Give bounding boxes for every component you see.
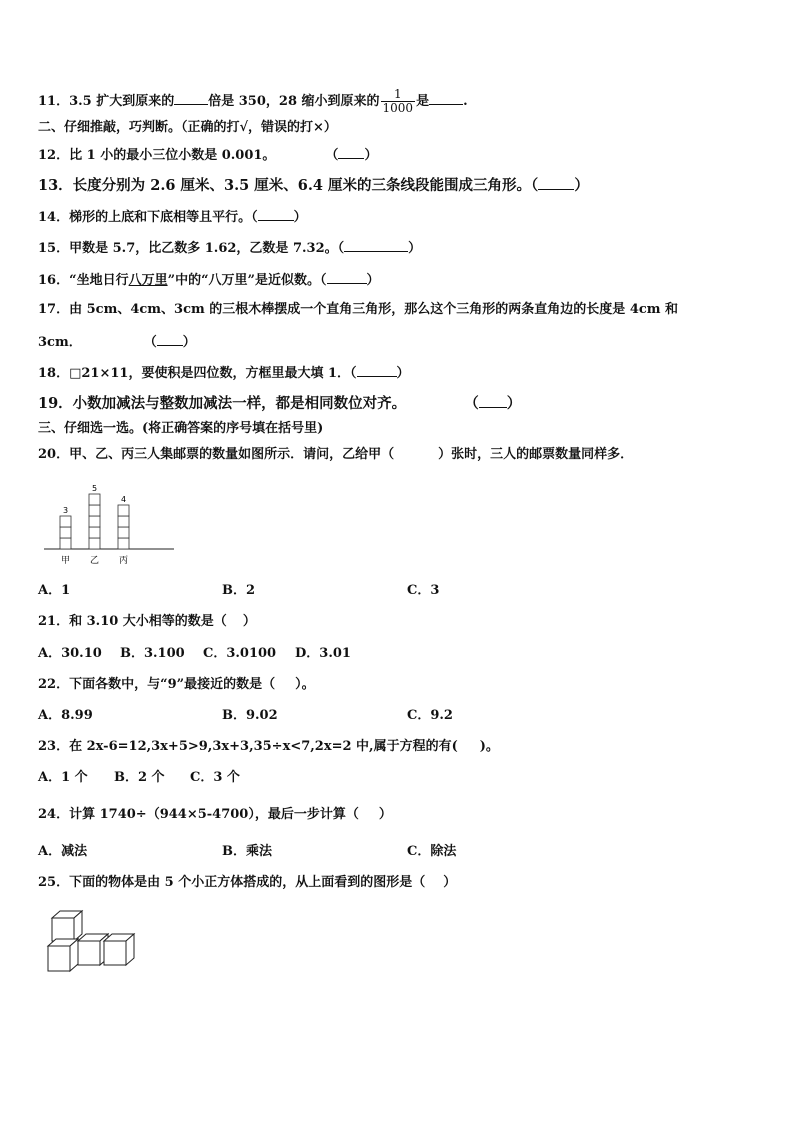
question-25: 25．下面的物体是由 5 个小正方体搭成的，从上面看到的图形是（ ）: [38, 875, 457, 890]
answer-blank[interactable]: [479, 394, 507, 408]
q21-option-b[interactable]: B．3.100: [120, 646, 185, 661]
q22-option-b[interactable]: B．9.02: [222, 708, 278, 723]
q21-option-c[interactable]: C．3.0100: [203, 646, 277, 661]
answer-blank[interactable]: [344, 238, 408, 252]
data-label: 5: [91, 484, 98, 493]
answer-blank[interactable]: [429, 91, 463, 105]
question-11: 11．3.5 扩大到原来的 倍是 350，28 缩小到原来的 $\frac{1}{1000}$ 是 .: [38, 87, 468, 115]
question-19: 19．小数加减法与整数加减法一样，都是相同数位对齐。 （ ）: [38, 395, 522, 412]
answer-blank[interactable]: [338, 145, 364, 159]
q22-option-a[interactable]: A．8.99: [38, 708, 93, 723]
answer-blank[interactable]: [538, 176, 574, 190]
answer-blank[interactable]: [357, 363, 397, 377]
section-2-heading: 二、仔细推敲，巧判断。（正确的打√，错误的打×）: [38, 120, 337, 135]
question-14: 14．梯形的上底和下底相等且平行。（ ）: [38, 207, 307, 227]
question-24: 24．计算 1740÷（944×5-4700），最后一步计算（ ）: [38, 807, 392, 822]
stamp-unit-丙: [118, 516, 129, 527]
stamp-unit-甲: [60, 516, 71, 527]
stamp-unit-甲: [60, 527, 71, 538]
data-label: 4: [120, 495, 127, 504]
stamp-unit-乙: [89, 516, 100, 527]
stamp-unit-乙: [89, 538, 100, 549]
stamp-unit-丙: [118, 538, 129, 549]
q20-option-c[interactable]: C．3: [407, 583, 440, 598]
category-label: 甲: [60, 556, 71, 566]
q23-option-c[interactable]: C．3 个: [190, 770, 240, 785]
stamp-unit-乙: [89, 527, 100, 538]
q24-option-b[interactable]: B．乘法: [222, 844, 272, 859]
stamp-unit-丙: [118, 505, 129, 516]
stamp-unit-乙: [89, 505, 100, 516]
q24-option-a[interactable]: A．减法: [38, 844, 88, 859]
stamp-bar-chart: [40, 476, 190, 571]
q21-option-a[interactable]: A．30.10: [38, 646, 102, 661]
question-17-line-1: 17．由 5cm、4cm、3cm 的三根木棒摆成一个直角三角形，那么这个三角形的两条直角边的长度是 4cm 和: [38, 302, 679, 317]
question-22: 22．下面各数中，与“9”最接近的数是（ ）。: [38, 677, 315, 692]
answer-blank[interactable]: [258, 207, 294, 221]
question-17-line-2: 3cm． （ ）: [38, 332, 196, 352]
q21-option-d[interactable]: D．3.01: [295, 646, 351, 661]
cube-stack-figure: [44, 906, 144, 976]
question-21: 21．和 3.10 大小相等的数是（ ）: [38, 614, 256, 629]
stamp-unit-甲: [60, 538, 71, 549]
fraction: $\frac{1}{1000}$: [382, 87, 414, 115]
category-label: 乙: [89, 556, 100, 566]
section-3-heading: 三、仔细选一选。(将正确答案的序号填在括号里): [38, 421, 324, 436]
question-12: 12．比 1 小的最小三位小数是 0.001。 （ ）: [38, 145, 377, 165]
question-18: 18．□21×11，要使积是四位数，方框里最大填 1．（ ）: [38, 363, 410, 383]
q24-option-c[interactable]: C．除法: [407, 844, 457, 859]
q22-option-c[interactable]: C．9.2: [407, 708, 453, 723]
stamp-unit-丙: [118, 527, 129, 538]
q23-option-a[interactable]: A．1 个: [38, 770, 88, 785]
q23-option-b[interactable]: B．2 个: [114, 770, 165, 785]
question-15: 15．甲数是 5.7，比乙数多 1.62，乙数是 7.32。（ ）: [38, 238, 421, 258]
answer-blank[interactable]: [174, 91, 208, 105]
question-13: 13．长度分别为 2.6 厘米、3.5 厘米、6.4 厘米的三条线段能围成三角形。（ ）: [38, 177, 589, 194]
stamp-unit-乙: [89, 494, 100, 505]
q20-option-a[interactable]: A．1: [38, 583, 71, 598]
category-label: 丙: [118, 556, 129, 566]
data-label: 3: [62, 506, 69, 515]
q20-option-b[interactable]: B．2: [222, 583, 256, 598]
answer-blank[interactable]: [157, 332, 183, 346]
question-23: 23．在 2x-6=12,3x+5>9,3x+3,35÷x<7,2x=2 中,属于方程的有( )。: [38, 739, 499, 754]
question-16: 16．“坐地日行八万里”中的“八万里”是近似数。（ ）: [38, 270, 380, 290]
question-20: 20．甲、乙、丙三人集邮票的数量如图所示．请问，乙给甲（ ）张时，三人的邮票数量同样多．: [38, 447, 634, 462]
answer-blank[interactable]: [327, 270, 367, 284]
